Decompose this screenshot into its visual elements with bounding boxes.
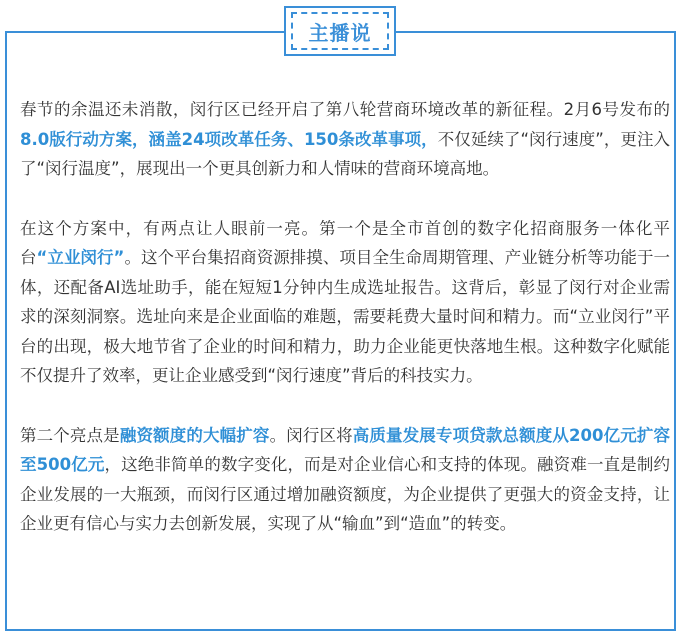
p1-text-b: 不仅延续了“闵行速度”，更注入了“闵行温度”，展现出一个更具创新力和人情味的营商环境高地。 xyxy=(20,129,670,178)
p3-text-a: 第二个亮点是 xyxy=(20,425,120,445)
p3-highlight-financing: 融资额度的大幅扩容 xyxy=(119,425,270,445)
p3-highlight-loan: 高质量发展专项贷款总额度从200亿元扩容至500亿元 xyxy=(20,425,671,474)
p2-text-a: 在这个方案中，有两点让人眼前一亮。第一个是全市首创的数字化招商服务一体化平台 xyxy=(20,218,670,267)
p1-highlight-plan: 8.0版行动方案，涵盖24项改革任务、150条改革事项， xyxy=(20,129,438,149)
paragraph-2 xyxy=(20,214,670,391)
badge-inner-dashed-border xyxy=(291,12,389,50)
paragraph-3 xyxy=(20,421,670,539)
p3-text-b: 。闵行区将 xyxy=(269,425,353,445)
section-title-badge xyxy=(284,6,396,56)
p2-highlight-platform: “立业闵行” xyxy=(36,248,125,267)
section-title: 主播说 xyxy=(308,20,372,45)
paragraph-1 xyxy=(20,95,670,184)
p2-text-b: 。这个平台集招商资源排摸、项目全生命周期管理、产业链分析等功能于一体，还配备AI选址助手，能在短短1分钟内生成选址报告。这背后，彰显了闵行对企业需求的深刻洞察。选址向来是企业面临的难题，需要耗费大量时间和精力。而“立业闵行”平台的出现，极大地节省了企业的时间和精力，助力企业能更快落地生根。这种数字化赋能不仅提升了效率，更让企业感受到“闵行速度”背后的科技实力。 xyxy=(20,248,671,385)
p3-text-c: ，这绝非简单的数字变化，而是对企业信心和支持的体现。融资难一直是制约企业发展的一大瓶颈，而闵行区通过增加融资额度，为企业提供了更强大的资金支持，让企业更有信心与实力去创新发展，实现了从“输血”到“造血”的转变。 xyxy=(20,455,671,533)
article-body xyxy=(20,95,670,569)
p1-text-a: 春节的余温还未消散，闵行区已经开启了第八轮营商环境改革的新征程。2月6号发布的 xyxy=(20,100,670,119)
